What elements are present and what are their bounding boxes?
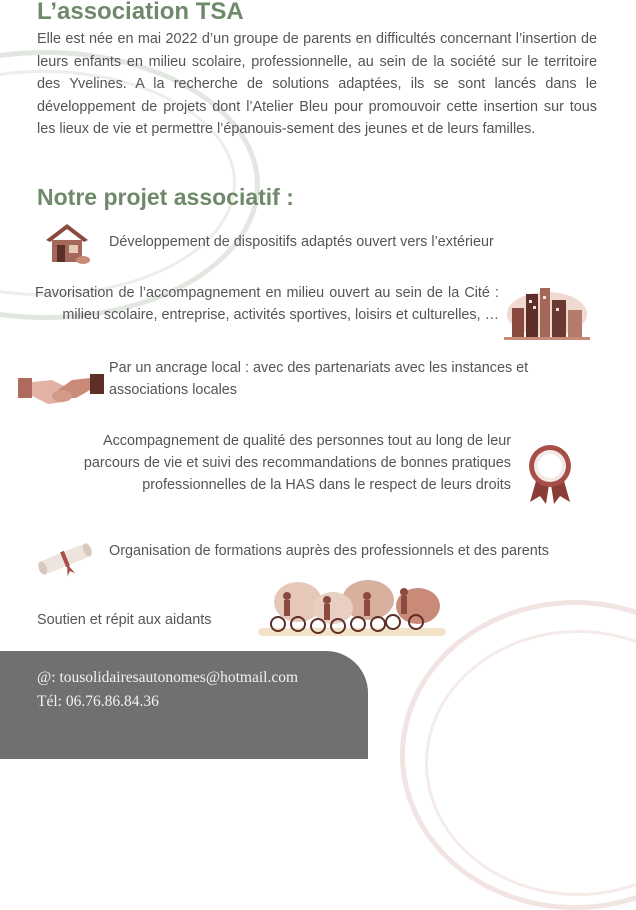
award-ribbon-icon [526, 444, 574, 506]
project-item-4: Accompagnement de qualité des personnes tout au long de leur parcours de vie et suivi des recommandations de bonnes pratiques professionnelles de la HAS dans le respect de leurs droits [83, 433, 511, 493]
handshake-icon [18, 368, 104, 410]
project-item-3: Par un ancrage local : avec des partenariats avec les instances et associations locales [109, 360, 529, 398]
page-title: L’association TSA [37, 0, 244, 25]
email-link[interactable]: tousolidairesautonomes@hotmail.com [59, 669, 299, 686]
project-item-5: Organisation de formations auprès des professionnels et des parents [109, 543, 549, 559]
project-item-6: Soutien et répit aux aidants [37, 612, 212, 628]
decorative-circle-bottom-right [400, 600, 636, 910]
at-sign-icon: @: [37, 669, 56, 686]
email-line [37, 669, 298, 687]
contact-footer [0, 651, 368, 759]
section-title: Notre projet associatif : [37, 184, 294, 210]
cyclists-icon [258, 576, 446, 638]
phone-line: Tél: 06.76.86.84.36 [37, 693, 159, 710]
project-item-1: Développement de dispositifs adaptés ouvert vers l’extérieur [109, 234, 494, 250]
project-item-2: Favorisation de l’accompagnement en milieu ouvert au sein de la Cité : milieu scolaire, entreprise, activités sportives, loisirs et culturelles, … [35, 285, 499, 323]
house-icon [43, 221, 91, 265]
diploma-scroll-icon [35, 540, 95, 578]
city-icon [502, 284, 592, 342]
intro-paragraph: Elle est née en mai 2022 d’un groupe de parents en difficultés concernant l’insertion de leurs enfants en milieu scolaire, professionnelle, au sein de la société sur le territoire des Yvelines. A la recherche de solutions adaptées, ils se sont lancés dans le développement de projets dont l’Atelier Bleu pour promouvoir cette insertion sur tous les lieux de vie et permettre l’épanouis-sement des jeunes et de leurs familles. [37, 31, 597, 137]
decorative-circle-bottom-right-inner [425, 630, 636, 896]
